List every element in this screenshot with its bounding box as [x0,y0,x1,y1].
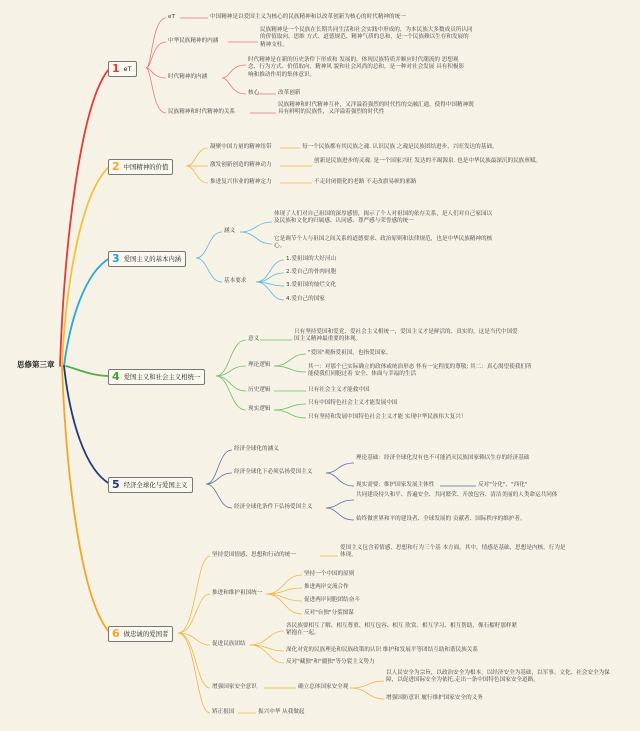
s4-xianshi-label: 现实逻辑 [248,406,271,412]
s1-gx-desc: 民族精神和时代精神互补，又洋溢着强烈的时代性的交融汇通，使得中国精神既具有鲜明的民族性，又洋溢着强烈的时代性 [278,102,474,116]
s6-a-label: 坚持爱国情感、思想和行动的统一 [212,552,296,558]
s1-sd-desc: 时代精神是在新的历史条件下形成和 发展的，体现民族特质并顺应时代潮流的 思想观念、行为方式、价值取向、精神风 貌和社会风尚的总和，是一种对社会发展 具有积极影响和推动作用的集体意识。 [248,57,465,78]
s2-c-label: 推进复兴伟业的精神定力 [210,179,272,185]
s6-c-item: 各民族要相互了解、相互尊重、相互包容、相互 欣赏、相互学习、相互帮助，像石榴籽那样紧紧抱在一起。 [286,623,518,637]
section-5-node[interactable] [108,477,193,493]
s3-item: 1.爱祖国的大好河山 [286,256,337,262]
s5-b-2: 现实需要：维护国家发展主体性 [356,482,435,488]
s5-c-label: 经济全球化条件下弘扬爱国主义 [234,504,313,510]
s4-yiyi-label: 意义 [248,336,260,342]
s1-mz-desc: 民族精神是一个民族在长期共同生活和社会实践中形成的，为本民族大多数成员所认同的价值取向、思维 方式、道德规范、精神气质的总和，是一个民族赖以生存和发展的精神支柱。 [260,27,473,48]
s3-yaoqiu-label: 基本要求 [224,278,247,284]
section-5-number: 5 [112,478,120,491]
s6-b-label: 推进和维护祖国统一 [212,590,263,596]
root-node[interactable]: 思修第三章 [17,360,55,369]
s2-a-desc: 每一个民族都有其民族之魂. 认识民族 之魂是民族团结进步、兴旺发达的基础。 [302,144,498,150]
s4-lilun-2: 其一：对那个已实际确立的政体或统治形态 怀有一定程度的尊敬; 其二：真心渴望使我们所能使我们同胞过着 安全、体面与幸福的生活 [308,364,532,378]
s5-b-3: 反对"分化"、"西化" [478,482,528,488]
s6-b-item: 促进两岸同胞团结奋斗 [304,597,360,603]
s1-mz-label: 中华民族精神的内涵 [168,38,219,44]
s2-b-desc: 创新是民族进步的灵魂. 是一个国家兴旺 发达的不竭源泉. 也是中华民族最深沉的民族禀赋。 [314,158,542,164]
s6-b-item: 坚持一个中国的原则 [304,571,355,577]
s2-b-label: 激发创新创造的精神动力 [210,162,272,168]
section-1-node[interactable] [108,61,137,77]
s6-d-label: 增强国家安全意识 [212,684,257,690]
s5-a-label: 经济全球化的涵义 [234,446,279,452]
s3-item: 4.爱自己的国家 [286,296,325,302]
s4-xianshi-2: 只有坚持和发展中国特色社会主义才能 实现中华民族伟大复兴！ [308,414,467,420]
s6-b-item: 推进两岸交流合作 [304,584,349,590]
section-3-title: 爱国主义的基本内涵 [123,255,182,263]
section-6-title: 做忠诚的爱国者 [123,630,169,638]
section-1-number: 1 [112,62,120,75]
s1-gx-label: 民族精神和时代精神的关系 [168,109,236,115]
s1-et-desc: 中国精神是以爱国主义为核心的民族精神和以改革创新为核心的时代精神的统一 [210,14,406,20]
s1-et-label: eT [168,14,175,20]
s6-a-desc: 爱国主义包含着情感、思想和行为三个基 本方面。其中，情感是基础，思想是内核，行为是体现。 [340,545,566,559]
section-3-number: 3 [112,252,120,265]
branch-5-connector [64,366,110,484]
section-4-title: 爱国主义和社会主义相统一 [123,373,201,381]
branch-6-connector [62,366,110,633]
s1-hx-label: 核心 [248,90,260,96]
s6-e-desc: 振兴中华 从我做起 [258,709,305,715]
s4-lilun-label: 理论逻辑 [248,362,271,368]
s6-c-item: 深化对党的民族理论和民族政策的认识 维护和发展平等团结互助和谐民族关系 [286,647,478,653]
s6-c-label: 促进民族团结 [212,641,246,647]
s6-e-label: 矫正报国 [212,709,235,715]
s4-yiyi-desc: 只有坚持爱国和爱党、爱社会主义相统一，爱国主义才是鲜活的、真实的，这是当代中国爱国主义精神最重要的体现。 [294,329,518,343]
s4-lishi-desc: 只有社会主义才能救中国 [308,387,370,393]
s2-c-desc: 不走封闭僵化的老路 不走改旗易帜的邪路 [314,179,417,185]
s3-item: 3.爱祖国的灿烂文化 [286,282,337,288]
s1-sd-label: 时代精神的内涵 [168,74,208,80]
section-1-title: eT [123,65,132,73]
s3-hanyi-label: 涵义 [224,228,236,234]
s6-d-2: 增强国防意识 履行维护国家安全的义务 [386,695,483,701]
s3-hanyi-1: 体现了人们对自己祖国的深厚感情，揭示了个人对祖国的依存关系，是人们对自己家园以及民族和文化的归属感、认同感、尊严感与荣誉感的统一 [274,211,493,225]
s6-d-1: 以人民安全为宗旨，以政治安全为根本，以经济安全为基础，以军事、文化、社会安全为保障，以促进国际安全为依托,走出一条中国特色国家安全道路。 [386,670,610,684]
s2-a-label: 凝聚中国力量的精神纽带 [210,144,272,150]
s5-b-label: 经济全球化下必须弘扬爱国主义 [234,469,313,475]
section-2-node[interactable] [108,159,173,175]
s4-lilun-1: "爱国"观指爱祖国，也指爱国家。 [308,350,392,356]
section-6-number: 6 [112,627,120,640]
branch-4-connector [66,366,110,376]
s6-b-item: 反对"台独"分裂图谋 [304,610,354,616]
section-6-node[interactable] [108,626,173,642]
section-2-number: 2 [112,160,120,173]
section-4-node[interactable] [108,369,205,385]
s5-b-1: 理论基础：经济全球化没有也不可能消灭民族国家赖以生存的经济基础 [356,455,530,461]
s4-lishi-label: 历史逻辑 [248,387,271,393]
s1-hx-value: 改革创新 [278,90,301,96]
s3-item: 2.爱自己的骨肉同胞 [286,269,337,275]
section-2-title: 中国精神的价值 [123,163,169,171]
s5-c-2: 始终做世界和平的建设者、全球发展的 贡献者、国际秩序的维护者。 [356,516,526,522]
s6-d-mid: 确立总体国家安全观 [298,684,349,690]
section-5-title: 经济全球化与爱国主义 [123,481,188,489]
s5-c-1: 共同建设持久和平、普遍安全、共同繁荣、开放包容、清洁美丽的人类命运共同体 [356,492,558,498]
section-4-number: 4 [112,370,120,383]
s4-xianshi-1: 只有中国特色社会主义才能发展中国 [308,400,398,406]
s6-c-item: 反对"藏独"和"疆独"等分裂主义势力 [286,659,375,665]
branch-1-connector [60,68,110,366]
s3-hanyi-2: 它是调节个人与祖国之间关系的道德要求、政治原则和法律规范，也是中华民族精神的核心。 [274,236,493,250]
section-3-node[interactable] [108,251,186,267]
